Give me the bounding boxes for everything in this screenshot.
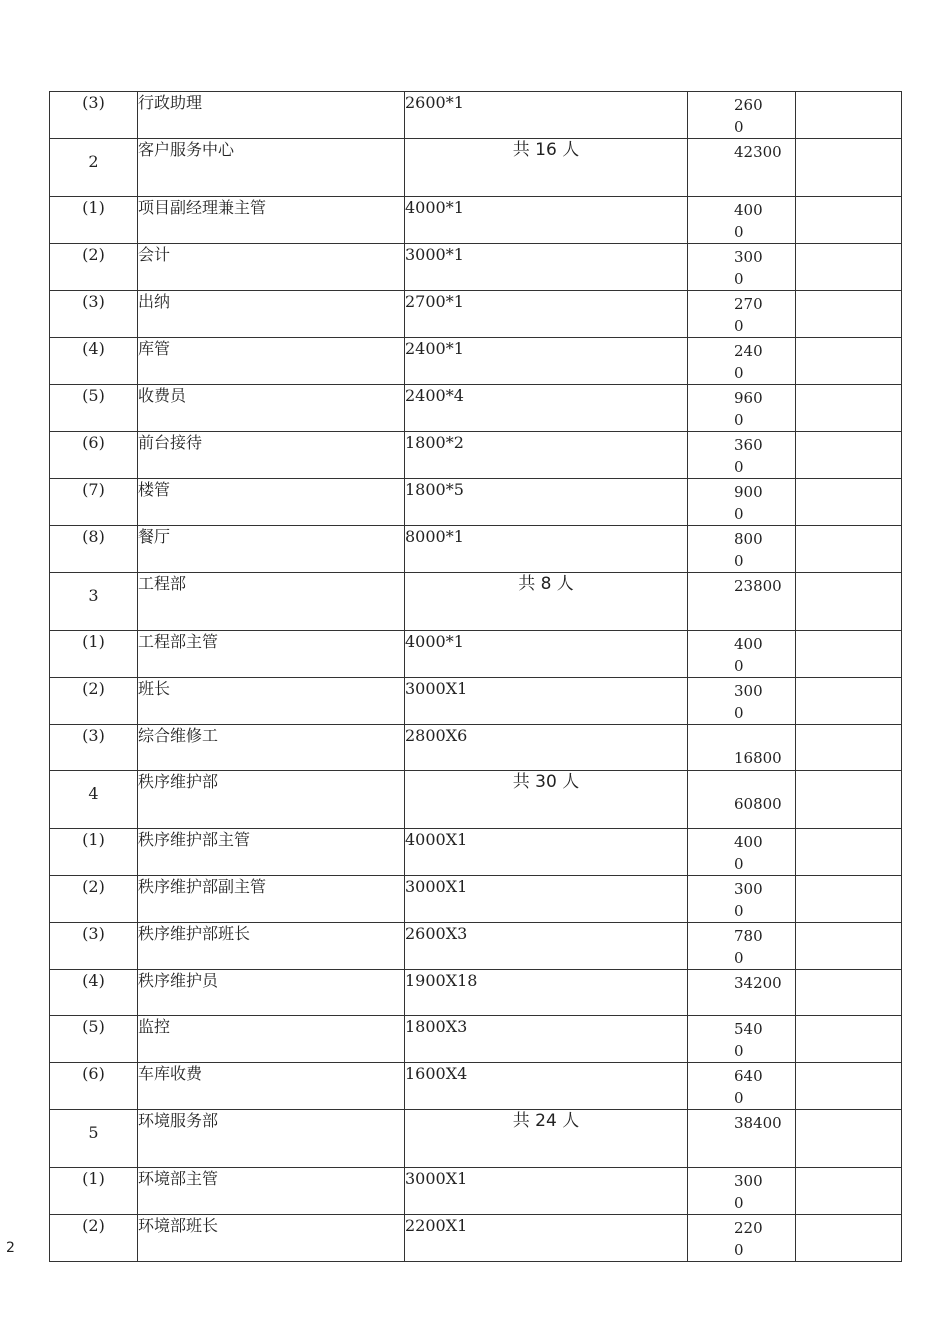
salary-formula-cell: 2200X1 xyxy=(405,1215,688,1262)
amount-cell xyxy=(688,573,796,631)
table-row xyxy=(50,876,902,923)
amount-cell xyxy=(688,970,796,1016)
position-name-cell: 库管 xyxy=(138,338,405,385)
remark-cell xyxy=(796,1215,902,1262)
table-row xyxy=(50,92,902,139)
position-name-cell: 秩序维护部班长 xyxy=(138,923,405,970)
amount-cell xyxy=(688,92,796,139)
amount-value: 38400 xyxy=(734,1114,782,1132)
table-row xyxy=(50,291,902,338)
remark-cell xyxy=(796,829,902,876)
amount-value: 3600 xyxy=(734,436,763,476)
position-name-cell: 出纳 xyxy=(138,291,405,338)
amount-cell xyxy=(688,291,796,338)
salary-formula-cell: 1800*5 xyxy=(405,479,688,526)
amount-cell xyxy=(688,244,796,291)
salary-formula-cell: 2600X3 xyxy=(405,923,688,970)
position-name-cell: 客户服务中心 xyxy=(138,139,405,197)
row-number-cell: (3) xyxy=(50,923,138,970)
table-row xyxy=(50,244,902,291)
salary-formula-cell: 1600X4 xyxy=(405,1063,688,1110)
remark-cell xyxy=(796,291,902,338)
amount-cell xyxy=(688,876,796,923)
table-row xyxy=(50,1215,902,1262)
salary-formula-cell: 4000X1 xyxy=(405,829,688,876)
table-row xyxy=(50,1110,902,1168)
remark-cell xyxy=(796,432,902,479)
amount-value: 42300 xyxy=(734,143,782,161)
position-name-cell: 收费员 xyxy=(138,385,405,432)
table-row xyxy=(50,338,902,385)
amount-value: 34200 xyxy=(734,974,782,992)
position-name-cell: 车库收费 xyxy=(138,1063,405,1110)
row-number-cell: (1) xyxy=(50,631,138,678)
amount-value: 7800 xyxy=(734,927,763,967)
remark-cell xyxy=(796,631,902,678)
row-number-cell: (2) xyxy=(50,1215,138,1262)
row-number-cell: (5) xyxy=(50,1016,138,1063)
table-row xyxy=(50,385,902,432)
row-number-cell: 2 xyxy=(50,139,138,197)
amount-cell xyxy=(688,139,796,197)
amount-cell xyxy=(688,923,796,970)
salary-formula-cell: 1900X18 xyxy=(405,970,688,1016)
remark-cell xyxy=(796,573,902,631)
row-number-cell: (6) xyxy=(50,1063,138,1110)
amount-cell xyxy=(688,1016,796,1063)
table-row xyxy=(50,970,902,1016)
amount-value: 4000 xyxy=(734,833,763,873)
position-name-cell: 行政助理 xyxy=(138,92,405,139)
remark-cell xyxy=(796,725,902,771)
row-number-cell: (3) xyxy=(50,291,138,338)
row-number-cell: (2) xyxy=(50,876,138,923)
amount-cell xyxy=(688,526,796,573)
table-row xyxy=(50,923,902,970)
position-name-cell: 环境部班长 xyxy=(138,1215,405,1262)
remark-cell xyxy=(796,923,902,970)
table-row xyxy=(50,526,902,573)
amount-cell xyxy=(688,771,796,829)
position-name-cell: 前台接待 xyxy=(138,432,405,479)
salary-formula-cell: 8000*1 xyxy=(405,526,688,573)
amount-value: 2400 xyxy=(734,342,763,382)
salary-formula-cell: 共 24 人 xyxy=(405,1110,688,1168)
page-number: 2 xyxy=(6,1240,15,1256)
remark-cell xyxy=(796,771,902,829)
row-number-cell: (8) xyxy=(50,526,138,573)
amount-value: 2700 xyxy=(734,295,763,335)
amount-cell xyxy=(688,678,796,725)
amount-cell xyxy=(688,1215,796,1262)
row-number-cell: (5) xyxy=(50,385,138,432)
remark-cell xyxy=(796,1063,902,1110)
table-row xyxy=(50,1016,902,1063)
remark-cell xyxy=(796,678,902,725)
amount-cell xyxy=(688,1063,796,1110)
table-row xyxy=(50,678,902,725)
row-number-cell: (1) xyxy=(50,1168,138,1215)
amount-cell xyxy=(688,1110,796,1168)
salary-formula-cell: 2600*1 xyxy=(405,92,688,139)
amount-value: 23800 xyxy=(734,577,782,595)
table-row xyxy=(50,725,902,771)
remark-cell xyxy=(796,244,902,291)
salary-formula-cell: 4000*1 xyxy=(405,631,688,678)
salary-formula-cell: 3000*1 xyxy=(405,244,688,291)
amount-value: 9600 xyxy=(734,389,763,429)
position-name-cell: 秩序维护部主管 xyxy=(138,829,405,876)
row-number-cell: 5 xyxy=(50,1110,138,1168)
remark-cell xyxy=(796,197,902,244)
salary-formula-cell: 3000X1 xyxy=(405,1168,688,1215)
table-row xyxy=(50,197,902,244)
salary-formula-cell: 2800X6 xyxy=(405,725,688,771)
table-row xyxy=(50,829,902,876)
row-number-cell: 4 xyxy=(50,771,138,829)
salary-formula-cell: 2400*4 xyxy=(405,385,688,432)
position-name-cell: 综合维修工 xyxy=(138,725,405,771)
amount-value: 3000 xyxy=(734,682,763,722)
amount-value: 4000 xyxy=(734,635,763,675)
salary-formula-cell: 共 30 人 xyxy=(405,771,688,829)
salary-formula-cell: 1800X3 xyxy=(405,1016,688,1063)
salary-formula-cell: 2400*1 xyxy=(405,338,688,385)
position-name-cell: 会计 xyxy=(138,244,405,291)
amount-value: 3000 xyxy=(734,248,763,288)
table-row xyxy=(50,631,902,678)
staff-salary-table xyxy=(49,91,902,1262)
table-body xyxy=(50,92,902,1262)
position-name-cell: 项目副经理兼主管 xyxy=(138,197,405,244)
table-row xyxy=(50,479,902,526)
amount-value: 8000 xyxy=(734,530,763,570)
salary-formula-cell: 2700*1 xyxy=(405,291,688,338)
amount-value: 2200 xyxy=(734,1219,763,1259)
amount-value: 16800 xyxy=(734,749,782,767)
amount-value: 6400 xyxy=(734,1067,763,1107)
position-name-cell: 环境部主管 xyxy=(138,1168,405,1215)
table-row xyxy=(50,573,902,631)
amount-cell xyxy=(688,197,796,244)
row-number-cell: (4) xyxy=(50,970,138,1016)
remark-cell xyxy=(796,1110,902,1168)
amount-value: 5400 xyxy=(734,1020,763,1060)
position-name-cell: 工程部 xyxy=(138,573,405,631)
table-row xyxy=(50,139,902,197)
amount-cell xyxy=(688,385,796,432)
table-row xyxy=(50,1063,902,1110)
amount-cell xyxy=(688,432,796,479)
remark-cell xyxy=(796,1016,902,1063)
remark-cell xyxy=(796,1168,902,1215)
row-number-cell: 3 xyxy=(50,573,138,631)
remark-cell xyxy=(796,876,902,923)
remark-cell xyxy=(796,92,902,139)
row-number-cell: (6) xyxy=(50,432,138,479)
row-number-cell: (1) xyxy=(50,829,138,876)
row-number-cell: (1) xyxy=(50,197,138,244)
position-name-cell: 秩序维护部副主管 xyxy=(138,876,405,923)
amount-value: 3000 xyxy=(734,880,763,920)
amount-value: 3000 xyxy=(734,1172,763,1212)
amount-cell xyxy=(688,479,796,526)
amount-cell xyxy=(688,1168,796,1215)
position-name-cell: 班长 xyxy=(138,678,405,725)
position-name-cell: 监控 xyxy=(138,1016,405,1063)
remark-cell xyxy=(796,385,902,432)
row-number-cell: (4) xyxy=(50,338,138,385)
remark-cell xyxy=(796,526,902,573)
position-name-cell: 环境服务部 xyxy=(138,1110,405,1168)
position-name-cell: 秩序维护部 xyxy=(138,771,405,829)
salary-formula-cell: 3000X1 xyxy=(405,876,688,923)
amount-cell xyxy=(688,338,796,385)
remark-cell xyxy=(796,970,902,1016)
position-name-cell: 楼管 xyxy=(138,479,405,526)
salary-formula-cell: 3000X1 xyxy=(405,678,688,725)
salary-formula-cell: 4000*1 xyxy=(405,197,688,244)
amount-cell xyxy=(688,631,796,678)
row-number-cell: (2) xyxy=(50,678,138,725)
salary-formula-cell: 共 8 人 xyxy=(405,573,688,631)
amount-value: 2600 xyxy=(734,96,763,136)
amount-cell xyxy=(688,725,796,771)
row-number-cell: (7) xyxy=(50,479,138,526)
position-name-cell: 餐厅 xyxy=(138,526,405,573)
row-number-cell: (3) xyxy=(50,92,138,139)
remark-cell xyxy=(796,338,902,385)
table-row xyxy=(50,771,902,829)
amount-value: 60800 xyxy=(734,795,782,813)
remark-cell xyxy=(796,479,902,526)
amount-cell xyxy=(688,829,796,876)
amount-value: 9000 xyxy=(734,483,763,523)
position-name-cell: 秩序维护员 xyxy=(138,970,405,1016)
amount-value: 4000 xyxy=(734,201,763,241)
salary-formula-cell: 共 16 人 xyxy=(405,139,688,197)
remark-cell xyxy=(796,139,902,197)
row-number-cell: (3) xyxy=(50,725,138,771)
table-row xyxy=(50,1168,902,1215)
table-row xyxy=(50,432,902,479)
salary-formula-cell: 1800*2 xyxy=(405,432,688,479)
position-name-cell: 工程部主管 xyxy=(138,631,405,678)
row-number-cell: (2) xyxy=(50,244,138,291)
